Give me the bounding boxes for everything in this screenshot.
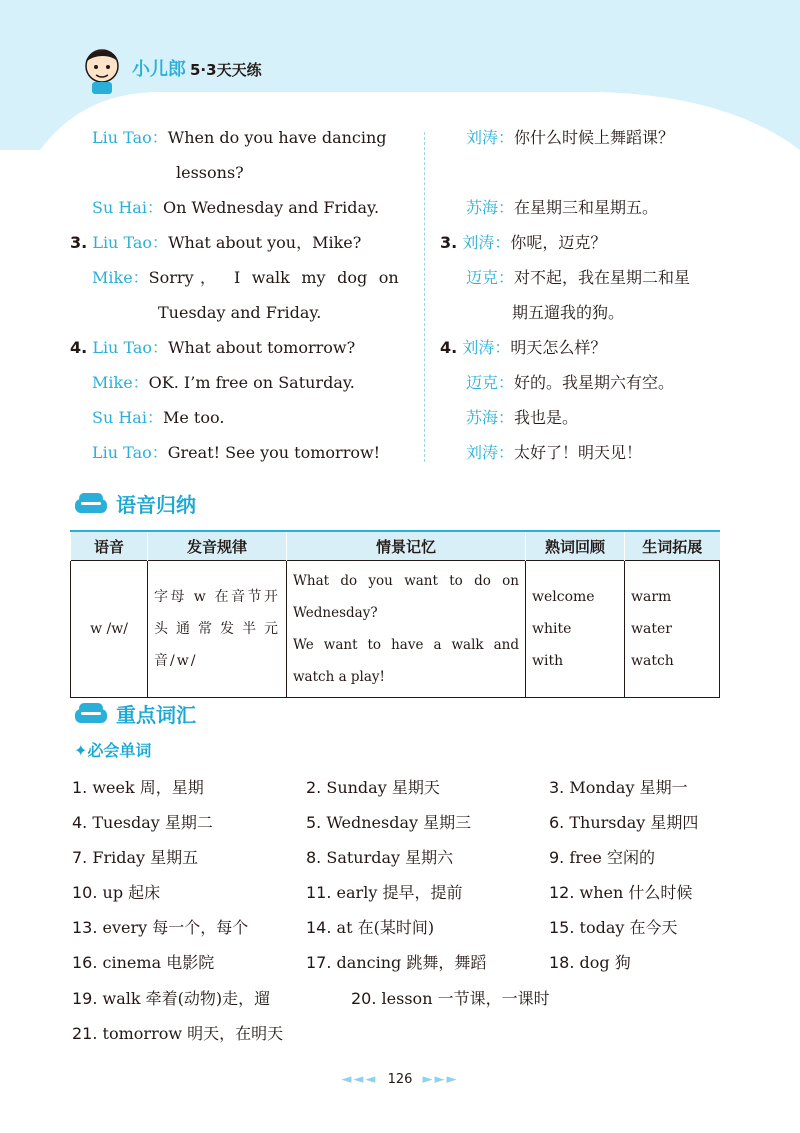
vocab-item: 17. dancing 跳舞，舞蹈 — [306, 953, 487, 972]
table-header: 发音规律 — [148, 531, 287, 561]
vocab-item: 21. tomorrow 明天，在明天 — [72, 1024, 284, 1043]
vocab-item: 2. Sunday 星期天 — [306, 778, 440, 797]
column-divider — [424, 132, 425, 462]
dialog-line: 刘涛：你什么时候上舞蹈课？ — [466, 128, 675, 147]
vocab-item: 1. week 周，星期 — [72, 778, 204, 797]
dialog-line: 迈克：对不起，我在星期二和星 — [466, 268, 691, 287]
vocab-item: 5. Wednesday 星期三 — [306, 813, 472, 832]
dialog-line: 4. Liu Tao：What about tomorrow? — [70, 338, 356, 357]
table-header: 熟词回顾 — [526, 531, 625, 561]
new-word: water — [631, 621, 672, 637]
vocab-item: 16. cinema 电影院 — [72, 953, 215, 972]
vocab-item: 20. lesson 一节课，一课时 — [351, 989, 550, 1008]
vocab-item: 19. walk 牵着(动物)走，遛 — [72, 989, 271, 1008]
new-word: warm — [631, 589, 672, 605]
sofa-icon — [74, 491, 108, 515]
scene-sentence: What do you want to do on Wednesday? — [293, 573, 519, 621]
vocab-item: 10. up 起床 — [72, 883, 161, 902]
dialog-line: 苏海：在星期三和星期五。 — [466, 198, 659, 217]
vocab-item: 4. Tuesday 星期二 — [72, 813, 213, 832]
known-word: with — [532, 653, 564, 669]
table-header: 语音 — [71, 531, 148, 561]
dialog-line: Mike：OK. I’m free on Saturday. — [92, 373, 355, 392]
table-header: 情景记忆 — [287, 531, 526, 561]
table-row — [71, 561, 720, 698]
dialog-line: Tuesday and Friday. — [158, 303, 322, 322]
vocab-item: 7. Friday 星期五 — [72, 848, 199, 867]
vocab-item: 14. at 在(某时间) — [306, 918, 435, 937]
section-title-phonics: 语音归纳 — [74, 488, 196, 518]
vocab-item: 3. Monday 星期一 — [549, 778, 688, 797]
page-footer — [0, 1072, 800, 1087]
dialog-line: 期五遛我的狗。 — [512, 303, 625, 322]
dialog-line: 苏海：我也是。 — [466, 408, 579, 427]
dialog-line: 3. Liu Tao：What about you，Mike? — [70, 233, 362, 252]
new-word: watch — [631, 653, 674, 669]
table-header: 生词拓展 — [625, 531, 720, 561]
dialog-line: Liu Tao：Great! See you tomorrow! — [92, 443, 381, 462]
vocab-item: 18. dog 狗 — [549, 953, 631, 972]
scene-sentence: We want to have a walk and watch a play! — [293, 637, 519, 685]
vocab-item: 9. free 空闲的 — [549, 848, 655, 867]
dialog-line: 4. 刘涛：明天怎么样？ — [440, 338, 607, 357]
sofa-icon — [74, 701, 108, 725]
dialog-line: 3. 刘涛：你呢，迈克？ — [440, 233, 607, 252]
arrows-left-icon: ◄◄◄ — [341, 1072, 378, 1087]
vocab-item: 8. Saturday 星期六 — [306, 848, 454, 867]
phonics-table — [70, 530, 720, 698]
vocab-item: 6. Thursday 星期四 — [549, 813, 699, 832]
vocab-item: 13. every 每一个，每个 — [72, 918, 249, 937]
dialog-line: 迈克：好的。我星期六有空。 — [466, 373, 675, 392]
vocab-item: 11. early 提早，提前 — [306, 883, 463, 902]
known-word: white — [532, 621, 572, 637]
mascot-logo-icon — [78, 44, 126, 96]
vocab-item: 15. today 在今天 — [549, 918, 678, 937]
arrows-right-icon: ►►► — [422, 1072, 459, 1087]
brand-name: 小儿郎 — [132, 59, 186, 80]
vocab-item: 12. when 什么时候 — [549, 883, 693, 902]
dialog-line: lessons? — [176, 163, 244, 182]
known-word: welcome — [532, 589, 595, 605]
scene-cell — [287, 561, 526, 698]
page-number: 126 — [387, 1072, 413, 1087]
vocab-subtitle: ✦必会单词 — [74, 741, 152, 760]
dialog-line: Mike：Sorry， I walk my dog on — [92, 268, 399, 287]
dialog-line: Liu Tao：When do you have dancing — [92, 128, 387, 147]
dialog-line: 刘涛：太好了！明天见！ — [466, 443, 643, 462]
dialog-line: Su Hai：Me too. — [92, 408, 225, 427]
sound-cell: w /w/ — [71, 561, 148, 698]
new-words-cell — [625, 561, 720, 698]
series-name: 5·3天天练 — [190, 61, 262, 79]
brand-title — [132, 55, 262, 81]
rule-cell: 字母 w 在音节开头通常发半元音/w/ — [148, 561, 287, 698]
known-words-cell — [526, 561, 625, 698]
dialog-line: Su Hai：On Wednesday and Friday. — [92, 198, 380, 217]
section-title-vocab: 重点词汇 — [74, 698, 196, 728]
